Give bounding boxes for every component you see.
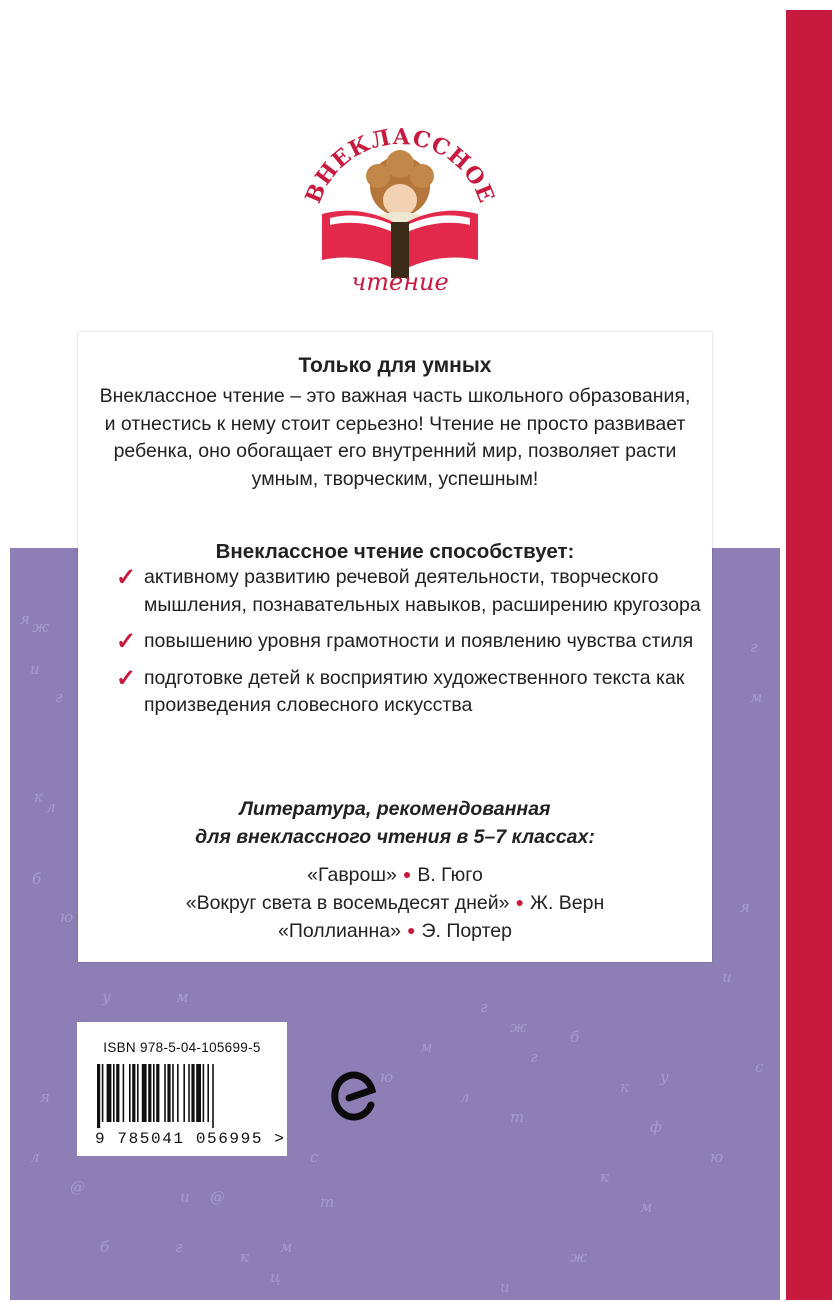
decor-letter: @ [210,1188,225,1206]
barcode-bar [137,1064,139,1122]
decor-letter: б [100,1238,110,1256]
list-item [116,564,706,619]
barcode-bar [153,1064,155,1122]
logo-arc-title: ВНЕКЛАССНОЕ [300,124,500,208]
intro-text: Внеклассное чтение – это важная часть школьного образования, и отнестись к нему стоит серьезно! Чтение не просто развивает ребенка, оно обогащает его внутренний мир, позволяет расти умным, творческим, успешным! [99,385,691,490]
recommended-heading-line1: Литература, рекомендованная [239,798,551,820]
recommended-work [78,864,712,887]
check-icon: ✓ [116,664,137,692]
recommended-work [78,920,712,943]
barcode-bar [113,1064,115,1122]
decor-letter: т [510,1108,525,1126]
barcode-bars [97,1064,277,1128]
work-title: «Гаврош» [307,864,397,886]
barcode-digits: 9 785041 056995 > [95,1130,286,1148]
decor-letter: к [600,1168,609,1186]
barcode-block [77,1022,287,1156]
list-item [116,628,706,656]
list-item-text: повышению уровня грамотности и появлению чувства стиля [144,630,694,652]
barcode-bar [102,1064,104,1122]
decor-letter: я [40,1088,50,1106]
barcode-bar [183,1064,185,1122]
bullet-dot-icon: ● [407,922,416,938]
isbn-label: ISBN 978-5-04-105699-5 [103,1040,261,1055]
decor-letter: м [280,1238,293,1256]
decor-letter: к [240,1248,249,1266]
decor-letter: с [310,1148,319,1166]
work-title: «Поллианна» [278,920,401,942]
decor-letter: м [420,1038,433,1056]
barcode-bar [107,1064,112,1122]
decor-letter: м [750,688,763,706]
barcode-bar [172,1064,174,1122]
barcode-bar [142,1064,147,1122]
list-item-text: активному развитию речевой деятельности, творческого мышления, познавательных навыков, расширению кругозора [144,566,701,616]
decor-letter: г [750,638,758,656]
decor-letter: и [722,968,732,986]
decor-letter: м [176,988,189,1006]
barcode-bar [123,1064,125,1122]
decor-letter: л [460,1088,470,1106]
barcode-bar [196,1064,201,1122]
intro-heading: Только для умных [298,354,492,377]
barcode-bar [156,1064,159,1122]
decor-letter: б [570,1028,580,1046]
decor-letter: я [740,898,750,916]
barcode-bar [132,1064,135,1122]
decor-letter: л [46,798,56,816]
decor-letter: к [34,788,43,806]
decor-letter: ж [32,618,50,636]
decor-letter: я [20,610,30,628]
recommended-work [78,892,712,915]
decor-letter: и [180,1188,190,1206]
decor-letter: г [530,1048,538,1066]
decor-letter: м [640,1198,653,1216]
decor-letter: л [30,1148,40,1166]
work-title: «Вокруг света в восемьдесят дней» [185,892,510,914]
eksmo-logo-icon [330,1070,380,1126]
decor-letter: ж [570,1248,588,1266]
decor-letter: ю [60,908,74,926]
barcode-bar [207,1064,209,1122]
barcode-bar [212,1064,214,1128]
check-icon: ✓ [116,564,137,591]
decor-letter: ф [650,1118,662,1136]
barcode-bar [129,1064,131,1122]
description-card [78,332,712,962]
logo-script-title: чтение [351,268,449,296]
decor-letter: г [55,688,63,706]
spine-strip [786,10,832,1300]
decor-letter: у [660,1068,669,1086]
recommended-heading [78,796,712,851]
barcode-bar [203,1064,205,1122]
list-item [116,665,706,720]
decor-letter: ц [270,1268,281,1286]
work-author: Ж. Верн [529,892,605,914]
recommended-heading-line2: для внеклассного чтения в 5–7 классах: [195,825,595,848]
decor-letter: ж [510,1018,528,1036]
barcode-bar [116,1064,119,1122]
decor-letter: г [480,998,488,1016]
decor-letter: у [102,988,111,1006]
barcode-bar [188,1064,190,1122]
barcode-bar [191,1064,194,1122]
work-author: В. Гюго [417,864,483,886]
decor-letter: @ [70,1178,85,1196]
decor-letter: и [500,1278,510,1296]
work-author: Э. Портер [421,920,512,942]
decor-letter: б [32,870,42,888]
barcode-bar [164,1064,166,1122]
decor-letter: и [30,660,40,678]
barcode-bar [148,1064,151,1122]
bullet-dot-icon: ● [402,866,412,882]
barcode-bar [97,1064,100,1128]
barcode-bar [167,1064,170,1122]
decor-letter: г [175,1238,183,1256]
barcode-bar [177,1064,179,1122]
decor-letter: ю [710,1148,724,1166]
decor-letter: ю [380,1068,394,1086]
check-icon: ✓ [116,628,137,655]
bullet-dot-icon: ● [515,894,524,910]
decor-letter: с [755,1058,764,1076]
decor-letter: к [620,1078,629,1096]
benefits-list [116,564,706,729]
list-item-text: подготовке детей к восприятию художественного текста как произведения словесного искусства [144,666,685,716]
benefits-heading: Внеклассное чтение способствует: [215,540,575,563]
decor-letter: т [320,1193,335,1211]
